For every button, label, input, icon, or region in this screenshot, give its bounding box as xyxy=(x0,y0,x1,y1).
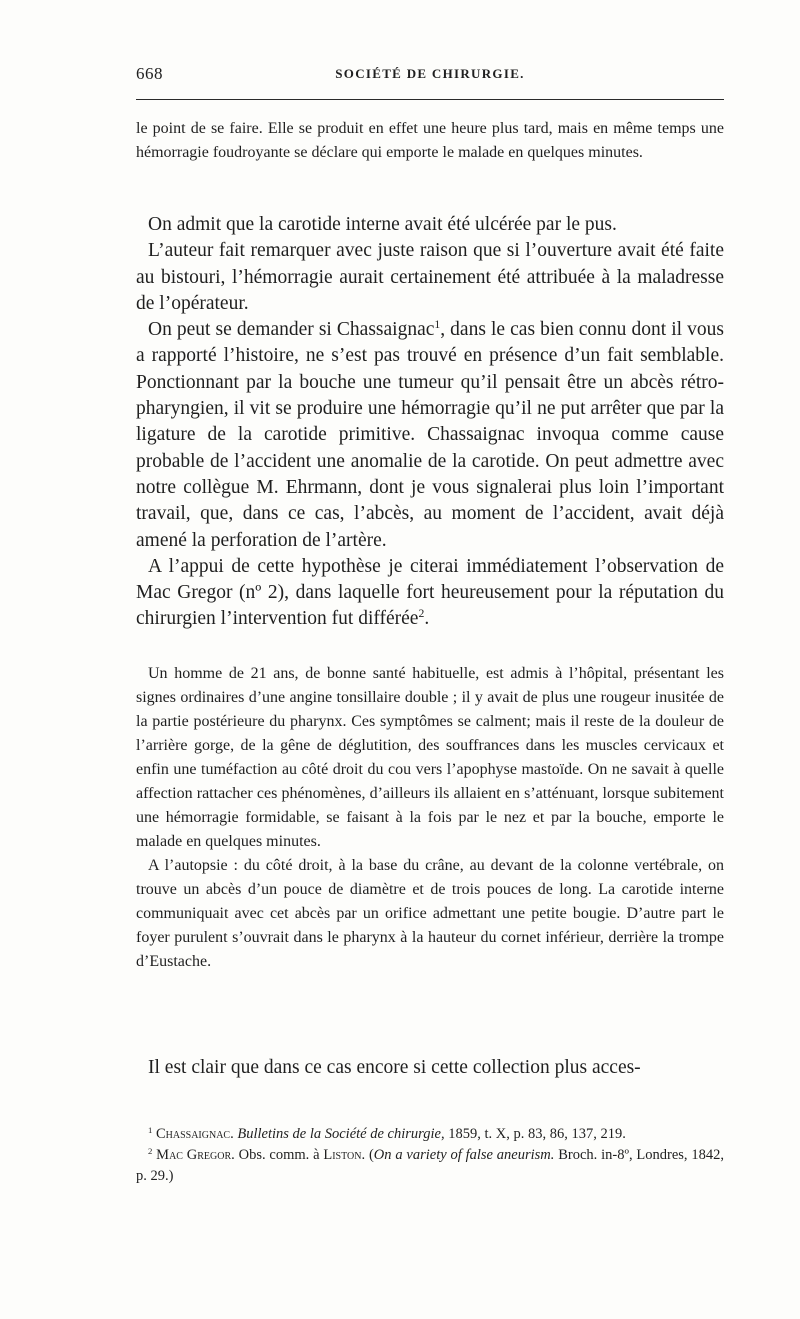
observation-block xyxy=(136,662,724,974)
observation-history: Un homme de 21 ans, de bonne santé habituelle, est admis à l’hôpital, présentant les signes ordinaires d’une angine tonsillaire double ; il y avait de plus une rougeur inusitée de la partie postérieure du pharynx. Ces symptômes se calment; mais il reste de la douleur de l’arrière gorge, de la gêne de déglutition, des souffrances dans les muscles cervicaux et enfin une tuméfaction au côté droit du cou vers l’apophyse mastoïde. On ne savait à quelle affection rattacher ces phénomènes, d’ailleurs ils allaient en s’atténuant, lorsque subitement une hémorragie formidable, se faisant à la fois par le nez et par la bouche, emporte le malade en quelques minutes. xyxy=(136,665,724,850)
paragraph-chassaignac-start: On peut se demander si Chassaignac xyxy=(148,319,435,341)
footnote-1-title: Bulletins de la Société de chirurgie xyxy=(237,1126,441,1142)
paragraph-mac-gregor-end: . xyxy=(424,608,430,630)
running-title: SOCIÉTÉ DE CHIRURGIE. xyxy=(335,66,525,81)
footnote-2-mark: 2 xyxy=(148,1145,153,1156)
footnote-ref-2[interactable]: 2 xyxy=(418,607,425,621)
footnote-1 xyxy=(136,1124,724,1145)
paragraph-mac-gregor-text: A l’appui de cette hypothèse je citerai immédiatement l’observation de Mac Gregor (nº 2), dans laquelle fort heureusement pour la réputation du chirurgien l’intervention fut différée xyxy=(136,555,724,630)
header-rule xyxy=(136,99,724,100)
footnote-ref-1[interactable]: 1 xyxy=(434,318,441,332)
footnote-2-communication: Obs. comm. à xyxy=(234,1147,324,1163)
closing-paragraph: Il est clair que dans ce cas encore si cette collection plus acces- xyxy=(148,1057,641,1078)
footnote-1-mark: 1 xyxy=(148,1124,153,1135)
paragraph-ulceration: On admit que la carotide interne avait été ulcérée par le pus. xyxy=(148,214,617,235)
footnotes xyxy=(136,1124,724,1187)
paragraph-author-remark: L’auteur fait remarquer avec juste raison que si l’ouverture avait été faite au bistouri, l’hémorragie aurait certainement été attribuée à la maladresse de l’opérateur. xyxy=(136,240,724,314)
main-text xyxy=(136,212,724,633)
page-header xyxy=(136,64,724,88)
footnote-1-details: , 1859, t. X, p. 83, 86, 137, 219. xyxy=(440,1126,626,1142)
footnote-2-paren: . ( xyxy=(361,1147,374,1163)
footnote-2-details: Broch. in-8º, Londres, 1842, p. 29.) xyxy=(136,1147,724,1184)
footnote-2 xyxy=(136,1145,724,1187)
footnote-1-author: Chassaignac. xyxy=(155,1126,234,1142)
footnote-2-liston: Liston xyxy=(323,1147,362,1163)
footnote-2-author: Mac Gregor. xyxy=(156,1147,235,1163)
footnote-2-title: On a variety of false aneurism. xyxy=(373,1147,555,1163)
paragraph-chassaignac xyxy=(136,317,724,554)
page-number: 668 xyxy=(136,64,163,83)
observation-autopsy: A l’autopsie : du côté droit, à la base du crâne, au devant de la colonne vertébrale, on trouve un abcès d’un pouce de diamètre et de trois pouces de long. La carotide interne communiquait avec cet abcès par un orifice admettant une petite bougie. D’autre part le foyer purulent s’ouvrait dans le pharynx à la hauteur du cornet inférieur, derrière la trompe d’Eustache. xyxy=(136,857,724,970)
paragraph-mac-gregor xyxy=(136,554,724,633)
intro-paragraph: le point de se faire. Elle se produit en effet une heure plus tard, mais en même temps une hémorragie foudroyante se déclare qui emporte le malade en quelques minutes. xyxy=(136,120,724,161)
paragraph-chassaignac-rest: , dans le cas bien connu dont il vous a rapporté l’histoire, ne s’est pas trouvé en présence d’un fait semblable. Ponctionnant par la bouche une tumeur qu’il pensait être un abcès rétro-pharyngien, il vit se produire une hémorragie qu’il ne put arrêter que par la ligature de la carotide primitive. Chassaignac invoqua comme cause probable de l’accident une anomalie de la carotide. On peut admettre avec notre collègue M. Ehrmann, dont je vous signalerai plus loin l’important travail, que, dans ce cas, l’abcès, au moment de l’accident, avait déjà amené la perforation de l’artère. xyxy=(136,319,724,551)
